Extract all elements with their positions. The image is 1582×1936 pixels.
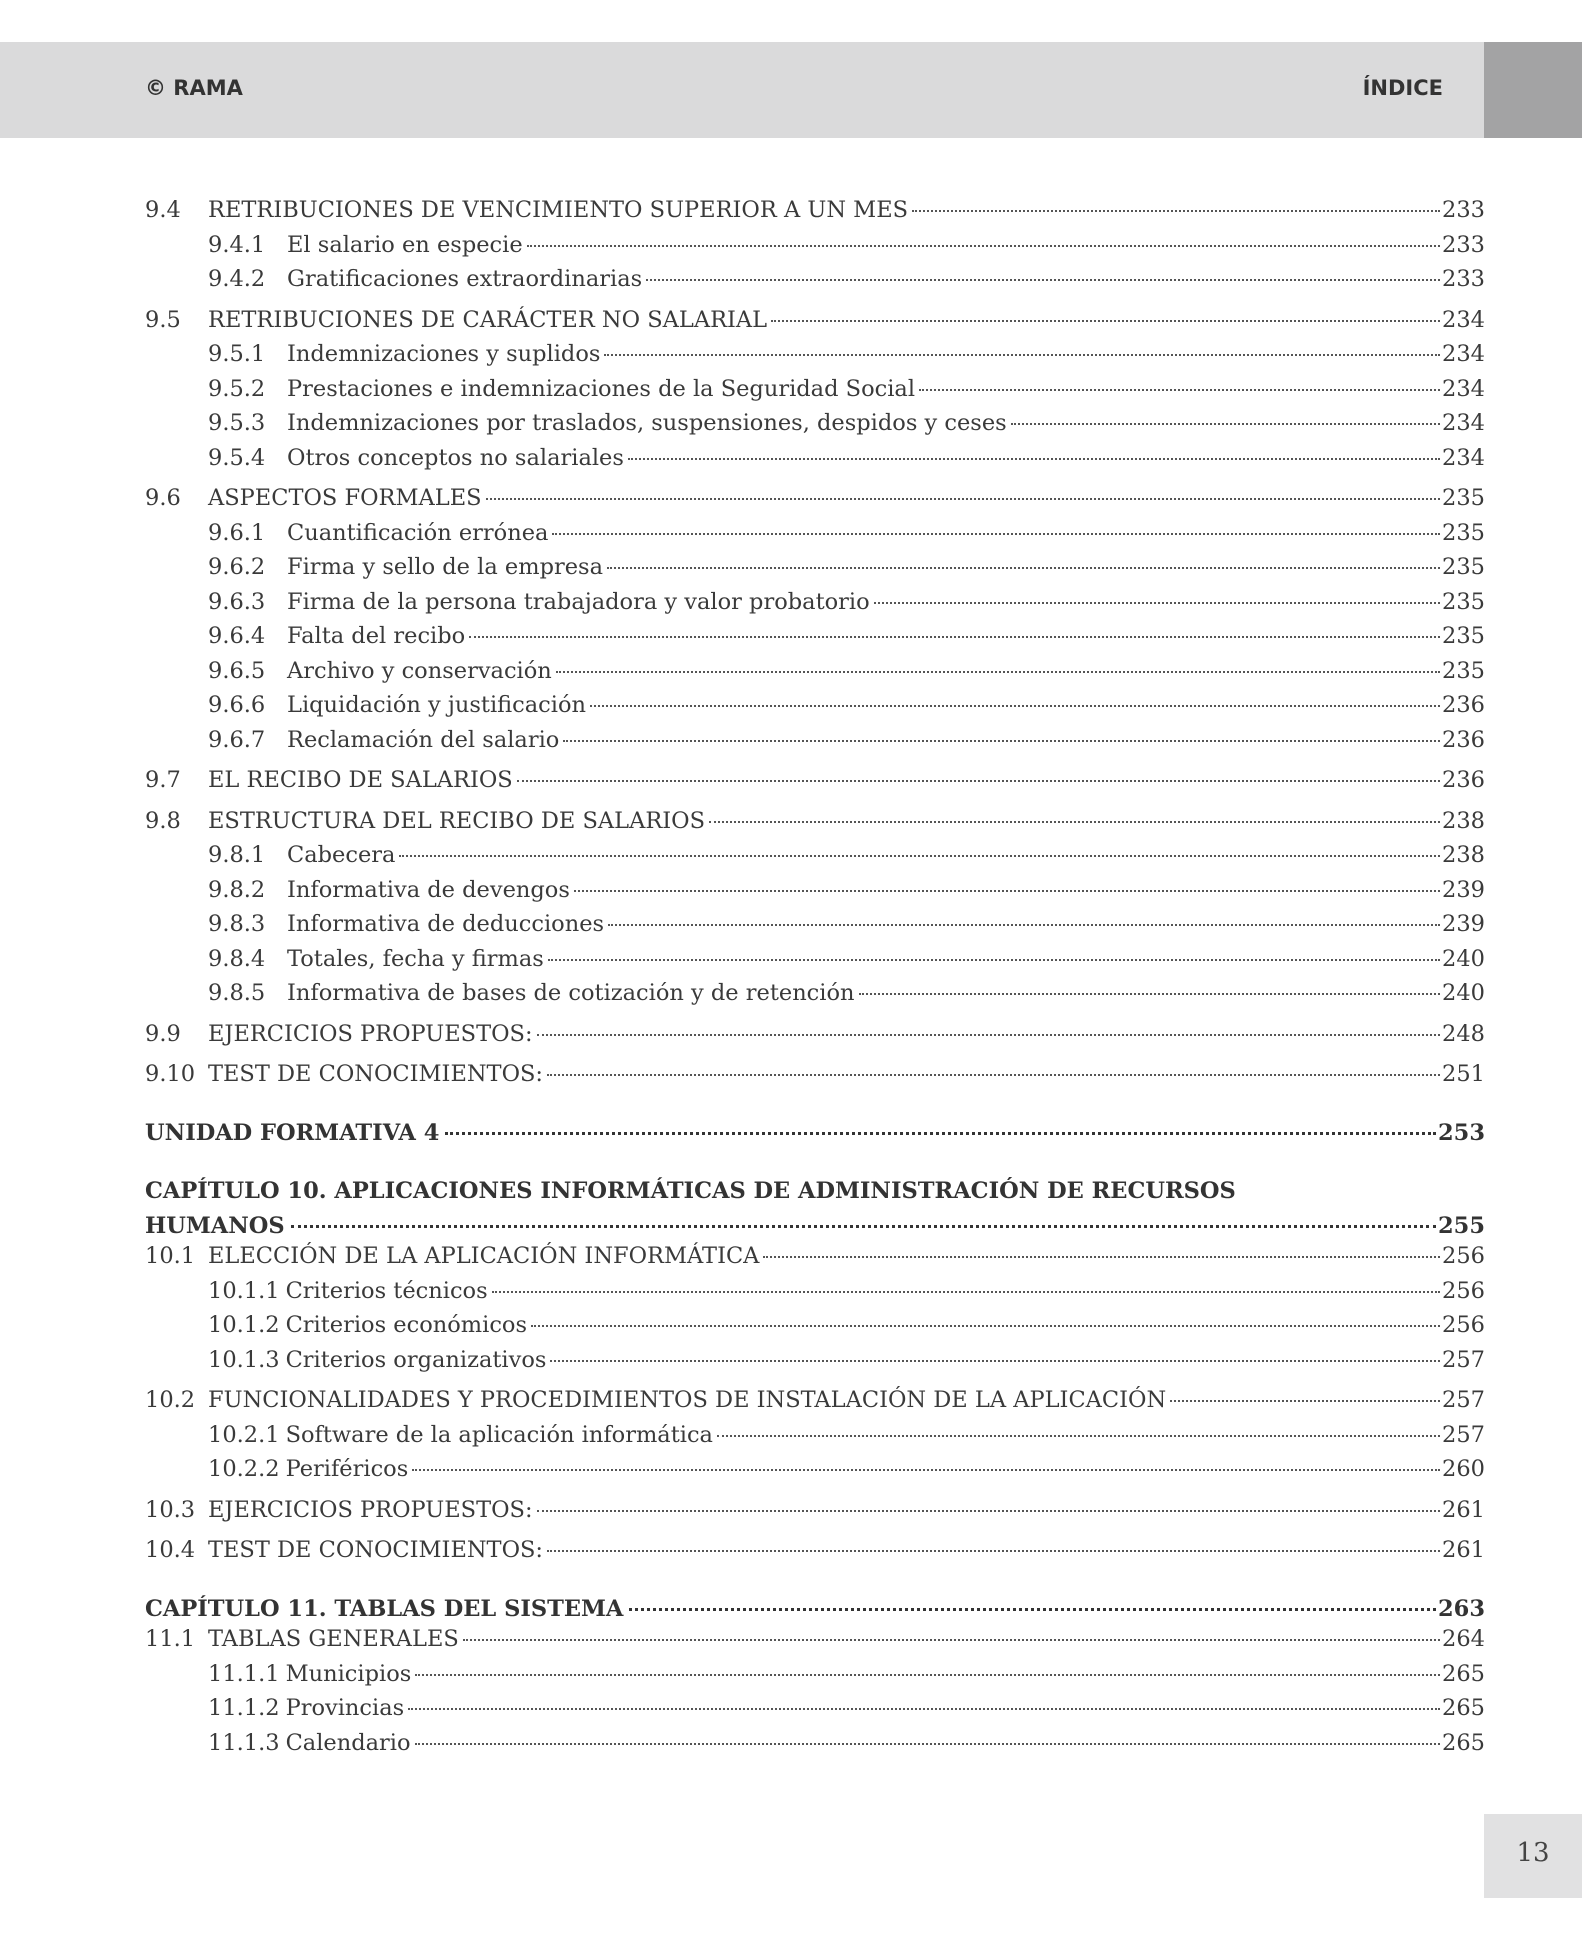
toc-subsection[interactable] — [145, 228, 1485, 263]
entry-title: Cabecera — [287, 842, 396, 868]
dot-leader — [408, 1708, 1440, 1710]
entry-title: Reclamación del salario — [287, 726, 560, 753]
entry-page: 233 — [1442, 197, 1485, 223]
toc-subsection[interactable] — [145, 372, 1485, 407]
toc-subsection[interactable] — [145, 1691, 1485, 1726]
entry-number: 10.1 — [145, 1243, 196, 1269]
entry-number: 9.8.3 — [208, 911, 266, 937]
dot-leader — [646, 279, 1440, 281]
entry-page: 251 — [1442, 1061, 1485, 1087]
toc-subsection[interactable] — [145, 1657, 1485, 1692]
chapter-page: 263 — [1438, 1595, 1485, 1622]
toc-subsection[interactable] — [145, 1274, 1485, 1309]
dot-leader — [912, 210, 1440, 212]
entry-number: 10.1.2 — [208, 1312, 280, 1338]
dot-leader — [547, 1550, 1440, 1552]
entry-number: 9.8.2 — [208, 876, 266, 903]
entry-title: Totales, fecha y firmas — [287, 945, 544, 972]
toc-subsection[interactable] — [145, 516, 1485, 551]
dot-leader — [563, 740, 1440, 742]
entry-page: 235 — [1442, 623, 1485, 649]
entry-number: 9.8.4 — [208, 945, 266, 972]
dot-leader — [415, 1674, 1440, 1676]
entry-title: Liquidación y justificación — [287, 692, 587, 718]
entry-page: 256 — [1442, 1277, 1485, 1304]
entry-number: 11.1.2 — [208, 1695, 280, 1721]
toc-subsection[interactable] — [145, 723, 1485, 758]
toc-subsection[interactable] — [145, 1452, 1485, 1487]
entry-page: 256 — [1442, 1312, 1485, 1338]
entry-number: 11.1 — [145, 1626, 196, 1652]
entry-page: 234 — [1442, 306, 1485, 333]
entry-title: Falta del recibo — [287, 623, 466, 649]
entry-number: 9.5 — [145, 306, 181, 333]
toc-subsection[interactable] — [145, 337, 1485, 372]
entry-title: EL RECIBO DE SALARIOS — [208, 767, 513, 793]
dot-leader — [517, 780, 1440, 782]
entry-number: 10.2 — [145, 1387, 196, 1413]
dot-leader — [527, 245, 1440, 247]
entry-title: El salario en especie — [287, 231, 523, 258]
toc-subsection[interactable] — [145, 1343, 1485, 1378]
dot-leader — [486, 498, 1441, 500]
entry-number: 9.6.5 — [208, 657, 266, 684]
entry-number: 10.3 — [145, 1496, 196, 1523]
entry-number: 9.9 — [145, 1020, 181, 1047]
dot-leader — [874, 602, 1440, 604]
dot-leader — [412, 1469, 1440, 1471]
page-number: 13 — [1516, 1838, 1550, 1868]
entry-number: 9.4 — [145, 197, 181, 223]
entry-title: RETRIBUCIONES DE VENCIMIENTO SUPERIOR A UN MES — [208, 197, 909, 223]
toc-subsection[interactable] — [145, 907, 1485, 942]
entry-page: 265 — [1442, 1729, 1485, 1756]
toc-block-chapter-9 — [145, 193, 1485, 1092]
dot-leader — [556, 671, 1440, 673]
entry-number: 9.8 — [145, 807, 181, 834]
entry-page: 265 — [1442, 1660, 1485, 1687]
toc-subsection[interactable] — [145, 976, 1485, 1011]
toc-section[interactable] — [145, 1057, 1485, 1092]
entry-page: 261 — [1442, 1496, 1485, 1523]
dot-leader — [291, 1225, 1436, 1228]
toc-subsection[interactable] — [145, 688, 1485, 723]
entry-page: 240 — [1442, 980, 1485, 1006]
entry-title: Periféricos — [285, 1456, 409, 1482]
entry-page: 236 — [1442, 726, 1485, 753]
dot-leader — [547, 1074, 1440, 1076]
toc-subsection[interactable] — [145, 262, 1485, 297]
entry-number: 10.2.1 — [208, 1421, 280, 1448]
dot-leader — [771, 320, 1440, 322]
entry-number: 10.1.3 — [208, 1346, 280, 1373]
entry-title: Otros conceptos no salariales — [287, 444, 624, 471]
entry-page: 248 — [1442, 1020, 1485, 1047]
entry-page: 235 — [1442, 657, 1485, 684]
entry-title: Calendario — [285, 1729, 411, 1756]
entry-number: 11.1.1 — [208, 1660, 280, 1687]
toc-subsection[interactable] — [145, 585, 1485, 620]
entry-number: 10.2.2 — [208, 1456, 280, 1482]
toc-subsection[interactable] — [145, 838, 1485, 873]
toc-block-chapter-10 — [145, 1239, 1485, 1568]
toc-block-chapter-11 — [145, 1622, 1485, 1760]
toc-section[interactable] — [145, 763, 1485, 798]
toc-subsection[interactable] — [145, 942, 1485, 977]
entry-page: 257 — [1442, 1421, 1485, 1448]
entry-title: ESTRUCTURA DEL RECIBO DE SALARIOS — [208, 807, 706, 834]
entry-number: 10.4 — [145, 1537, 196, 1563]
dot-leader — [463, 1639, 1440, 1641]
entry-page: 236 — [1442, 767, 1485, 793]
entry-number: 9.4.2 — [208, 266, 266, 292]
toc-section[interactable] — [145, 481, 1485, 516]
entry-page: 257 — [1442, 1346, 1485, 1373]
entry-number: 9.10 — [145, 1061, 196, 1087]
entry-title: TABLAS GENERALES — [208, 1626, 459, 1652]
chapter-title-line2: HUMANOS — [145, 1212, 285, 1239]
dot-leader — [1170, 1400, 1440, 1402]
dot-leader — [492, 1291, 1440, 1293]
dot-leader — [608, 924, 1440, 926]
dot-leader — [628, 458, 1440, 460]
entry-number: 9.6.3 — [208, 588, 266, 615]
entry-page: 265 — [1442, 1695, 1485, 1721]
toc-chapter-10[interactable] — [145, 1174, 1485, 1243]
entry-title: Criterios económicos — [285, 1312, 528, 1338]
entry-title: Informativa de deducciones — [287, 911, 605, 937]
entry-number: 9.8.5 — [208, 980, 266, 1006]
entry-title: ASPECTOS FORMALES — [208, 485, 482, 511]
entry-title: Indemnizaciones y suplidos — [287, 341, 601, 367]
entry-page: 234 — [1442, 341, 1485, 367]
dot-leader — [445, 1132, 1436, 1135]
dot-leader — [574, 890, 1440, 892]
entry-number: 9.6.7 — [208, 726, 266, 753]
entry-number: 9.7 — [145, 767, 181, 793]
entry-number: 9.5.1 — [208, 341, 266, 367]
entry-page: 261 — [1442, 1537, 1485, 1563]
entry-title: TEST DE CONOCIMIENTOS: — [208, 1537, 544, 1563]
entry-title: Criterios técnicos — [285, 1277, 488, 1304]
entry-page: 233 — [1442, 231, 1485, 258]
toc-section[interactable] — [145, 1622, 1485, 1657]
entry-title: Criterios organizativos — [285, 1346, 547, 1373]
entry-title: Gratificaciones extraordinarias — [287, 266, 643, 292]
entry-title: Indemnizaciones por traslados, suspensiones, despidos y ceses — [287, 410, 1007, 436]
toc-subsection[interactable] — [145, 550, 1485, 585]
entry-title: Informativa de devengos — [287, 876, 570, 903]
dot-leader — [717, 1435, 1440, 1437]
toc-section[interactable] — [145, 804, 1485, 839]
entry-title: ELECCIÓN DE LA APLICACIÓN INFORMÁTICA — [208, 1243, 760, 1269]
toc-unit-4[interactable] — [145, 1116, 1485, 1151]
toc-subsection[interactable] — [145, 654, 1485, 689]
dot-leader — [1011, 423, 1440, 425]
entry-page: 235 — [1442, 519, 1485, 546]
toc-section[interactable] — [145, 1017, 1485, 1052]
entry-page: 257 — [1442, 1387, 1485, 1413]
toc-subsection[interactable] — [145, 873, 1485, 908]
entry-title: Firma y sello de la empresa — [287, 554, 603, 580]
entry-title: Firma de la persona trabajadora y valor probatorio — [287, 588, 870, 615]
dot-leader — [763, 1256, 1440, 1258]
entry-title: Municipios — [285, 1660, 412, 1687]
entry-page: 256 — [1442, 1243, 1485, 1269]
entry-page: 235 — [1442, 588, 1485, 615]
entry-title: EJERCICIOS PROPUESTOS: — [208, 1020, 533, 1047]
toc-section[interactable] — [145, 1493, 1485, 1528]
table-of-contents — [145, 193, 1485, 1760]
toc-subsection[interactable] — [145, 619, 1485, 654]
toc-subsection[interactable] — [145, 1418, 1485, 1453]
chapter-page: 255 — [1438, 1212, 1485, 1239]
entry-number: 9.6 — [145, 485, 181, 511]
entry-page: 233 — [1442, 266, 1485, 292]
entry-page: 238 — [1442, 842, 1485, 868]
publisher-label: © RAMA — [145, 76, 243, 100]
chapter-title: CAPÍTULO 11. TABLAS DEL SISTEMA — [145, 1595, 624, 1622]
entry-title: Informativa de bases de cotización y de retención — [287, 980, 855, 1006]
entry-page: 238 — [1442, 807, 1485, 834]
toc-section[interactable] — [145, 193, 1485, 228]
entry-title: FUNCIONALIDADES Y PROCEDIMIENTOS DE INSTALACIÓN DE LA APLICACIÓN — [208, 1387, 1167, 1413]
toc-subsection[interactable] — [145, 1308, 1485, 1343]
entry-title: Provincias — [285, 1695, 405, 1721]
entry-title: Archivo y conservación — [287, 657, 552, 684]
header-tab — [1484, 42, 1582, 138]
entry-title: Prestaciones e indemnizaciones de la Seguridad Social — [287, 375, 916, 402]
dot-leader — [607, 567, 1440, 569]
entry-number: 11.1.3 — [208, 1729, 280, 1756]
dot-leader — [537, 1034, 1440, 1036]
entry-page: 235 — [1442, 554, 1485, 580]
dot-leader — [552, 533, 1440, 535]
dot-leader — [548, 959, 1440, 961]
dot-leader — [469, 636, 1440, 638]
dot-leader — [550, 1360, 1440, 1362]
entry-page: 260 — [1442, 1456, 1485, 1482]
toc-subsection[interactable] — [145, 1726, 1485, 1761]
entry-number: 9.5.2 — [208, 375, 266, 402]
entry-number: 9.6.4 — [208, 623, 266, 649]
entry-page: 234 — [1442, 410, 1485, 436]
toc-section[interactable] — [145, 303, 1485, 338]
entry-number: 9.4.1 — [208, 231, 266, 258]
dot-leader — [859, 993, 1441, 995]
dot-leader — [590, 705, 1440, 707]
toc-section[interactable] — [145, 1533, 1485, 1568]
unit-title: UNIDAD FORMATIVA 4 — [145, 1119, 440, 1146]
entry-page: 239 — [1442, 876, 1485, 903]
dot-leader — [415, 1743, 1441, 1745]
entry-number: 10.1.1 — [208, 1277, 280, 1304]
dot-leader — [919, 389, 1440, 391]
entry-page: 240 — [1442, 945, 1485, 972]
entry-page: 234 — [1442, 444, 1485, 471]
entry-page: 239 — [1442, 911, 1485, 937]
entry-title: TEST DE CONOCIMIENTOS: — [208, 1061, 544, 1087]
entry-title: RETRIBUCIONES DE CARÁCTER NO SALARIAL — [208, 306, 768, 333]
toc-section[interactable] — [145, 1383, 1485, 1418]
entry-page: 236 — [1442, 692, 1485, 718]
entry-number: 9.5.4 — [208, 444, 266, 471]
entry-page: 235 — [1442, 485, 1485, 511]
toc-chapter-11[interactable] — [145, 1592, 1485, 1627]
toc-section[interactable] — [145, 1239, 1485, 1274]
dot-leader — [531, 1325, 1440, 1327]
unit-page: 253 — [1438, 1119, 1485, 1146]
entry-page: 264 — [1442, 1626, 1485, 1652]
entry-title: Cuantificación errónea — [287, 519, 549, 546]
chapter-title-line1: CAPÍTULO 10. APLICACIONES INFORMÁTICAS DE ADMINISTRACIÓN DE RECURSOS — [145, 1178, 1236, 1204]
dot-leader — [537, 1510, 1440, 1512]
entry-number: 9.6.1 — [208, 519, 266, 546]
entry-title: EJERCICIOS PROPUESTOS: — [208, 1496, 533, 1523]
entry-number: 9.6.6 — [208, 692, 266, 718]
entry-number: 9.6.2 — [208, 554, 266, 580]
dot-leader — [399, 855, 1440, 857]
dot-leader — [709, 821, 1440, 823]
toc-subsection[interactable] — [145, 441, 1485, 476]
entry-number: 9.8.1 — [208, 842, 266, 868]
dot-leader — [604, 354, 1440, 356]
dot-leader — [629, 1608, 1436, 1611]
entry-number: 9.5.3 — [208, 410, 266, 436]
entry-page: 234 — [1442, 375, 1485, 402]
section-label: ÍNDICE — [1362, 76, 1443, 100]
toc-subsection[interactable] — [145, 406, 1485, 441]
entry-title: Software de la aplicación informática — [285, 1421, 713, 1448]
